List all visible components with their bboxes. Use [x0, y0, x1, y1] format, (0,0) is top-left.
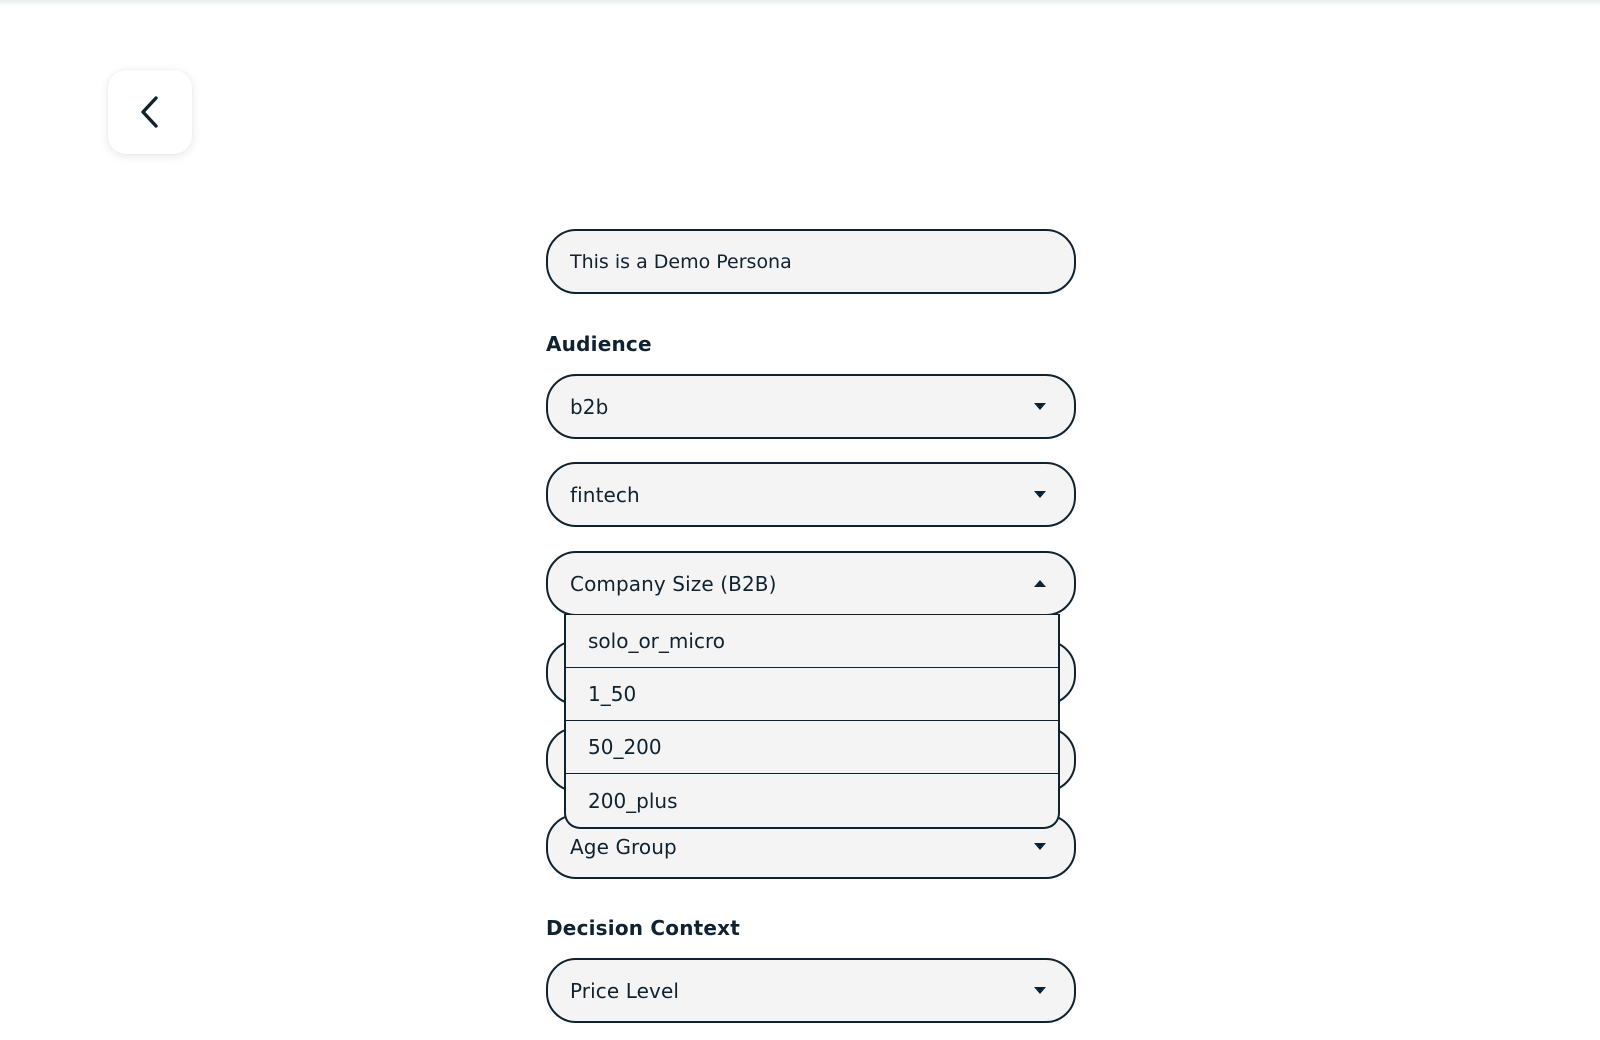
back-button[interactable]	[108, 70, 192, 154]
price-level-select[interactable]	[546, 958, 1076, 1023]
industry-value: fintech	[570, 482, 640, 507]
chevron-left-icon	[137, 95, 163, 129]
caret-down-icon	[1034, 403, 1046, 410]
company-size-option[interactable]: solo_or_micro	[566, 615, 1058, 668]
price-level-placeholder: Price Level	[570, 978, 680, 1003]
company-size-option[interactable]: 1_50	[566, 668, 1058, 721]
top-shadow	[0, 0, 1600, 6]
caret-down-icon	[1034, 843, 1046, 850]
company-size-dropdown	[564, 614, 1060, 829]
audience-section-label: Audience	[546, 332, 652, 356]
caret-down-icon	[1034, 987, 1046, 994]
persona-name-input[interactable]	[548, 231, 1074, 292]
audience-type-value: b2b	[570, 394, 609, 419]
company-size-placeholder: Company Size (B2B)	[570, 571, 777, 596]
audience-type-select[interactable]	[546, 374, 1076, 439]
caret-down-icon	[1034, 491, 1046, 498]
caret-up-icon	[1034, 580, 1046, 587]
company-size-option[interactable]: 50_200	[566, 721, 1058, 774]
company-size-select[interactable]	[546, 551, 1076, 616]
decision-context-section-label: Decision Context	[546, 916, 741, 940]
industry-select[interactable]	[546, 462, 1076, 527]
persona-name-field[interactable]	[546, 229, 1076, 294]
company-size-option[interactable]: 200_plus	[588, 788, 678, 813]
age-group-placeholder: Age Group	[570, 834, 677, 859]
